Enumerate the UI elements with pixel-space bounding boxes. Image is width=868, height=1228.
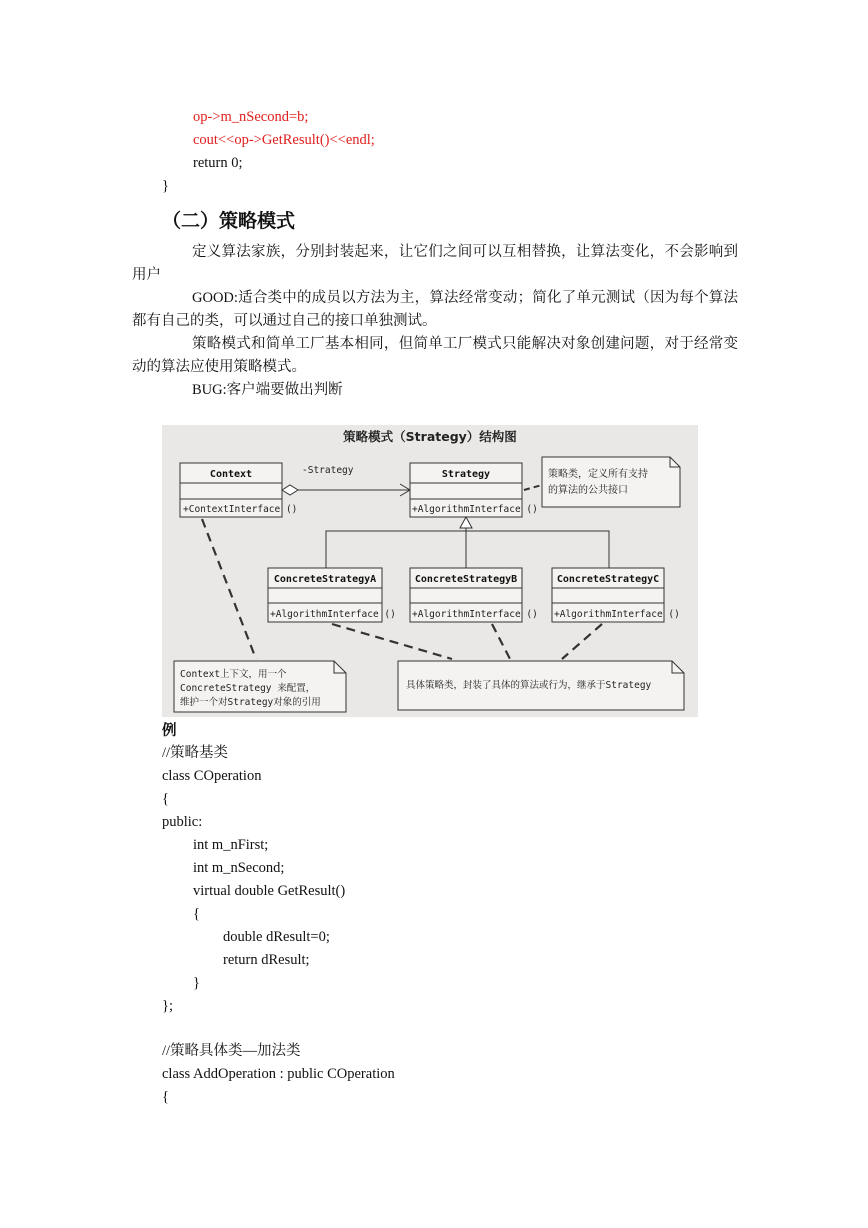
example-label: 例 bbox=[162, 723, 177, 739]
concrete-c-name: ConcreteStrategyC bbox=[556, 574, 660, 585]
inheritance-lines bbox=[326, 517, 609, 568]
section-heading: （二）策略模式 bbox=[162, 210, 296, 232]
strategy-class-box bbox=[410, 463, 538, 517]
context-class-name: Context bbox=[209, 469, 253, 480]
strategy-structure-diagram bbox=[162, 425, 698, 717]
paragraph-definition: 定义算法家族，分别封装起来，让它们之间可以互相替换，让算法变化，不会影响到用户 bbox=[132, 244, 738, 283]
strategy-note-line1: 策略类，定义所有支持 bbox=[548, 469, 648, 480]
code-line: class COperation bbox=[162, 768, 262, 784]
code-line: class AddOperation : public COperation bbox=[162, 1066, 395, 1082]
strategy-note-line2: 的算法的公共接口 bbox=[548, 485, 628, 496]
association-arrow bbox=[282, 465, 410, 496]
context-note-line1: Context上下文，用一个 bbox=[180, 669, 287, 680]
code-line: } bbox=[193, 975, 200, 991]
concrete-b-method: +AlgorithmInterface () bbox=[412, 609, 538, 620]
code-line: { bbox=[193, 906, 200, 922]
paragraph-good: GOOD:适合类中的成员以方法为主，算法经常变动；简化了单元测试（因为每个算法都有自己的类，可以通过自己的接口单独测试。 bbox=[132, 290, 738, 329]
context-note-line2: ConcreteStrategy 来配置， bbox=[180, 683, 316, 694]
code-line: int m_nSecond; bbox=[193, 860, 285, 876]
concrete-note-text: 具体策略类，封装了具体的算法或行为，继承于Strategy bbox=[406, 680, 652, 691]
concrete-strategy-b-box bbox=[410, 568, 538, 622]
code-line: virtual double GetResult() bbox=[193, 883, 346, 899]
strategy-class-name: Strategy bbox=[441, 469, 491, 480]
code-line: return dResult; bbox=[223, 952, 310, 968]
code-line: } bbox=[162, 178, 169, 194]
code-line: op->m_nSecond=b; bbox=[193, 109, 309, 125]
code-line: public: bbox=[162, 814, 203, 830]
concrete-strategy-a-box bbox=[268, 568, 396, 622]
strategy-method: +AlgorithmInterface () bbox=[412, 504, 538, 515]
context-method: +ContextInterface () bbox=[183, 504, 298, 515]
code-line: }; bbox=[162, 998, 173, 1014]
code-line: { bbox=[162, 1089, 169, 1105]
note-connectors bbox=[202, 519, 602, 659]
code-line: { bbox=[162, 791, 169, 807]
concrete-a-method: +AlgorithmInterface () bbox=[270, 609, 396, 620]
context-note-line3: 维护一个对Strategy对象的引用 bbox=[180, 697, 321, 708]
concrete-a-name: ConcreteStrategyA bbox=[273, 574, 377, 585]
diagram-title: 策略模式（Strategy）结构图 bbox=[343, 429, 517, 444]
code-line: cout<<op->GetResult()<<endl; bbox=[193, 132, 375, 148]
context-class-box bbox=[180, 463, 297, 517]
context-note bbox=[174, 661, 346, 712]
association-label: -Strategy bbox=[302, 465, 354, 476]
concrete-note bbox=[398, 661, 684, 710]
concrete-b-name: ConcreteStrategyB bbox=[414, 574, 518, 585]
code-line: double dResult=0; bbox=[223, 929, 330, 945]
strategy-note bbox=[524, 457, 680, 507]
paragraph-comparison: 策略模式和简单工厂基本相同，但简单工厂模式只能解决对象创建问题，对于经常变动的算法应使用策略模式。 bbox=[132, 336, 738, 375]
concrete-c-method: +AlgorithmInterface () bbox=[554, 609, 680, 620]
code-line: //策略具体类—加法类 bbox=[162, 1043, 301, 1059]
paragraph-bug: BUG:客户端要做出判断 bbox=[192, 382, 343, 398]
code-line: //策略基类 bbox=[162, 745, 229, 761]
concrete-strategy-c-box bbox=[552, 568, 680, 622]
code-line: return 0; bbox=[193, 155, 243, 171]
code-line: int m_nFirst; bbox=[193, 837, 269, 853]
